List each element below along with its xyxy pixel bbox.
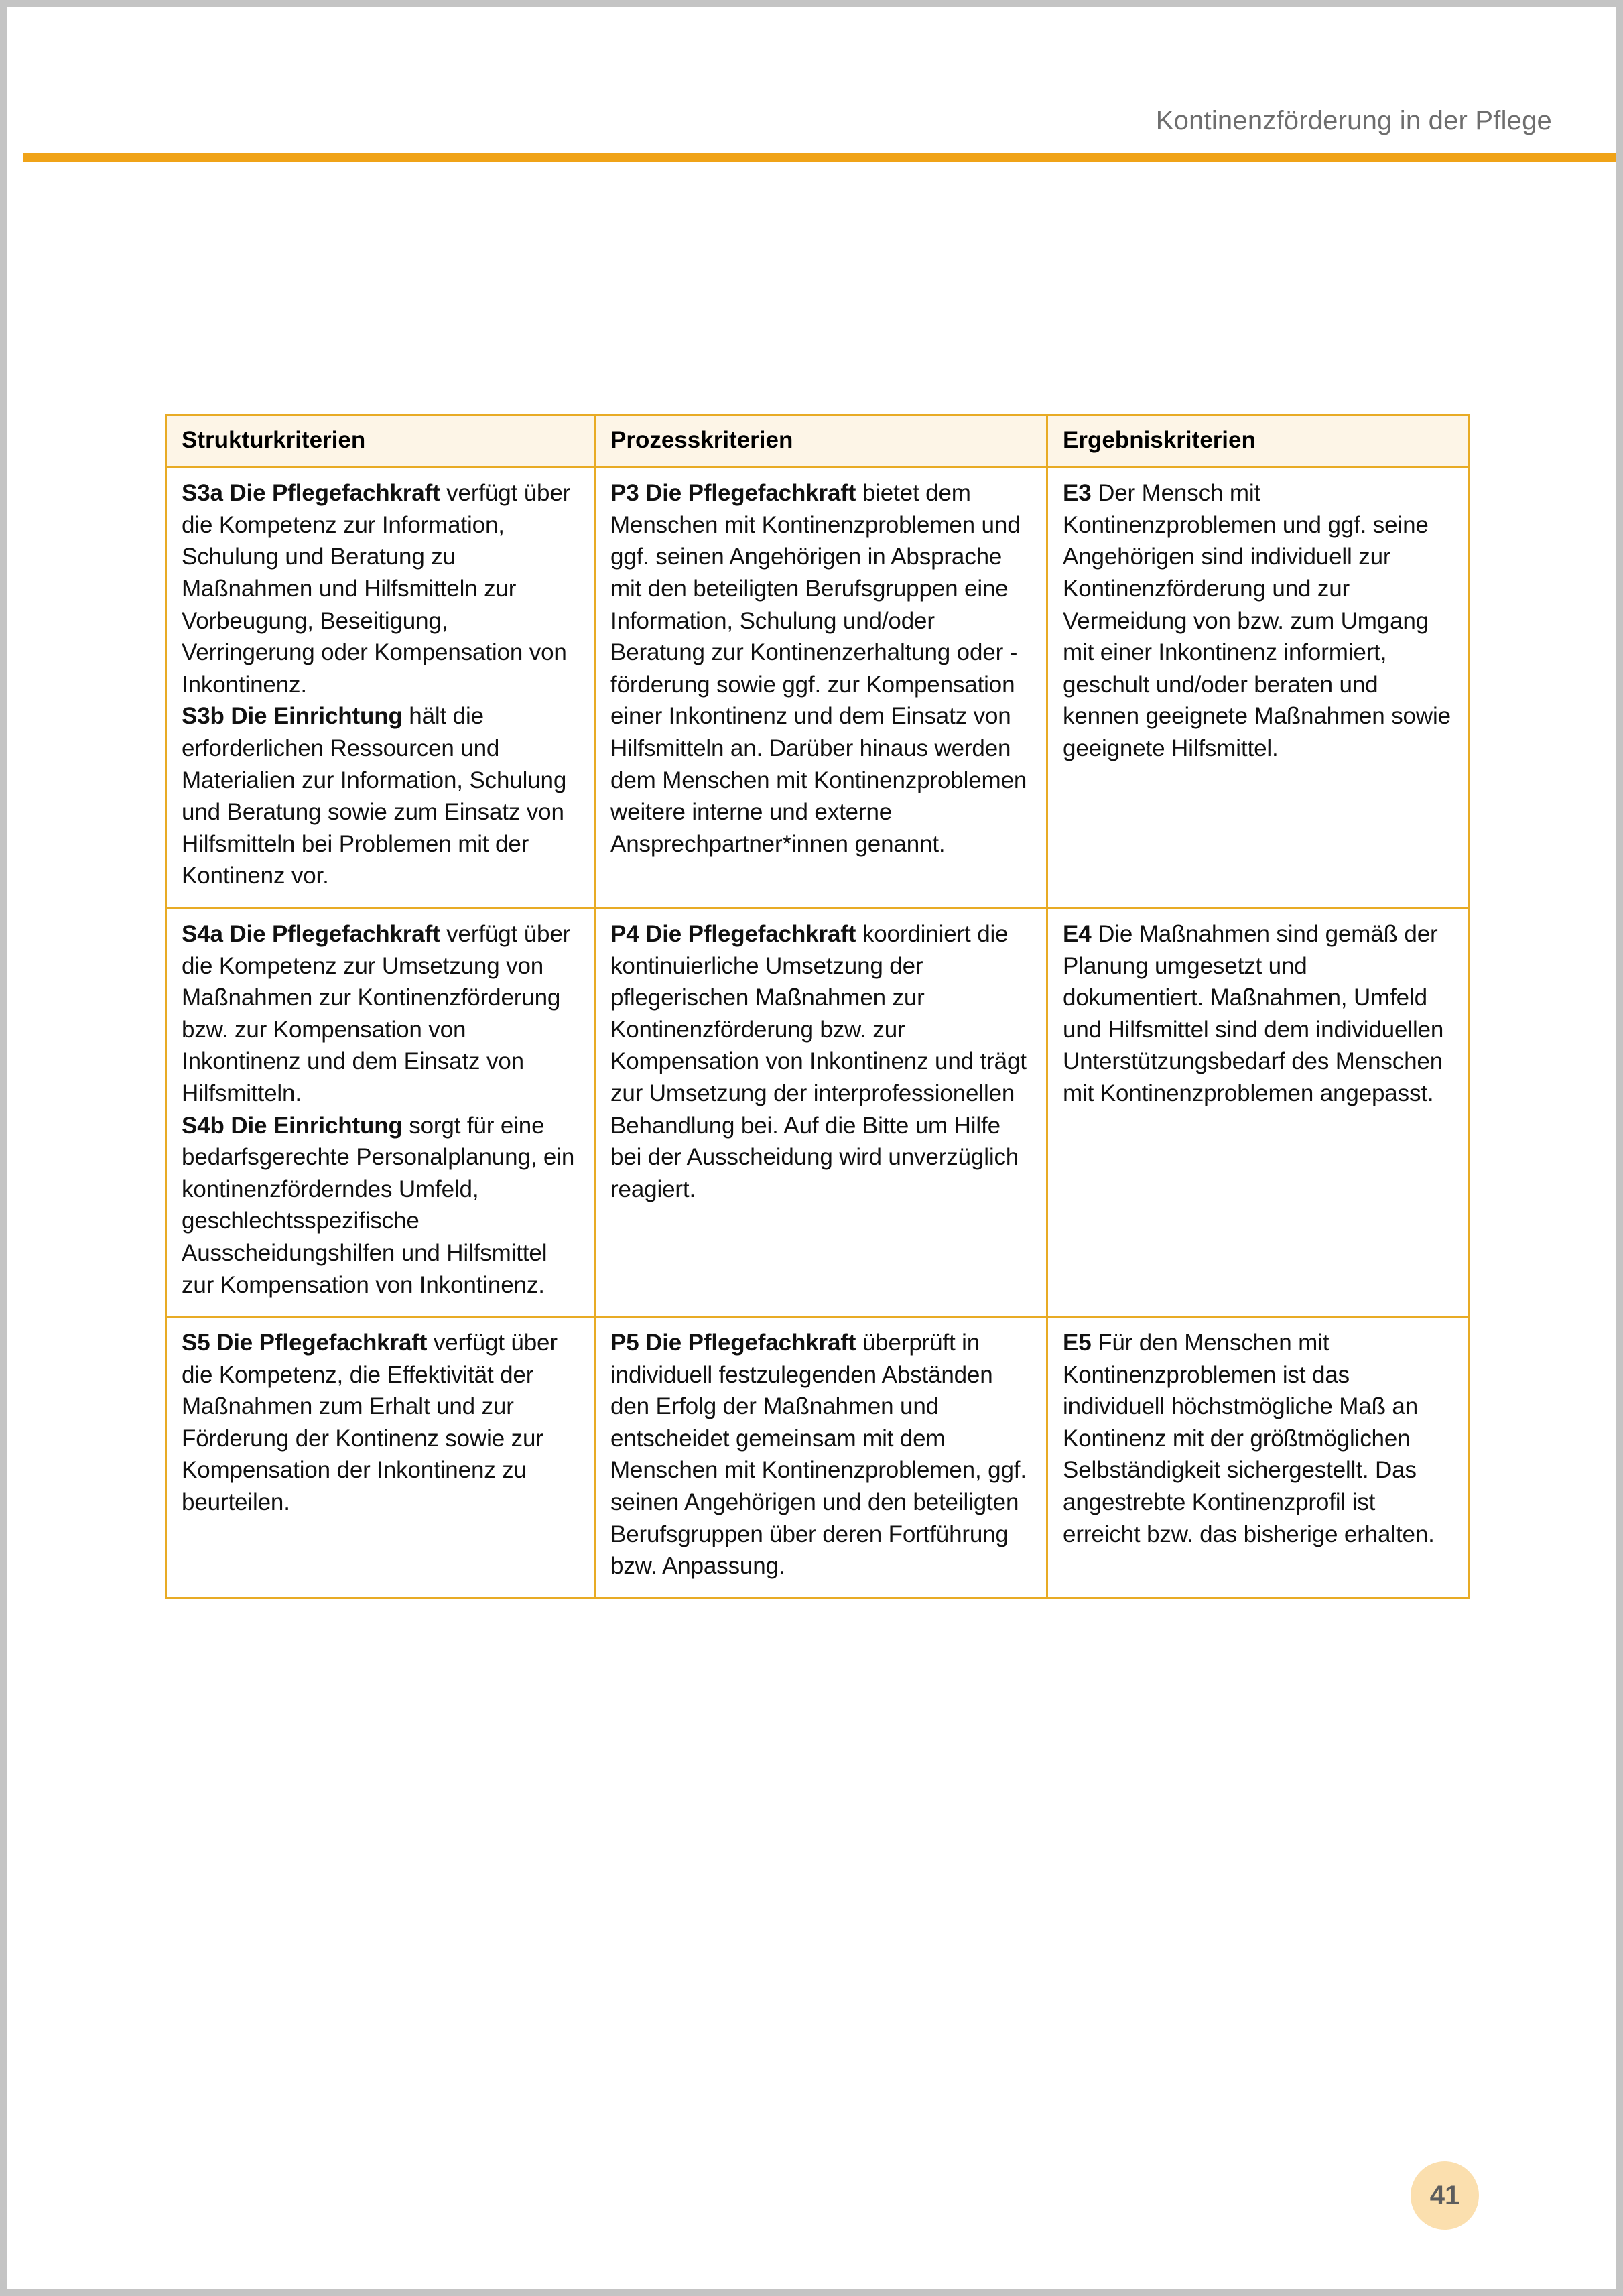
table-cell-prozess [595,907,1047,1316]
criterion [1063,1327,1453,1550]
criterion-text: überprüft in individuell festzulegenden Abständen den Erfolg der Maßnahmen und entscheidet gemeinsam mit dem Menschen mit Kontinenzproblemen, ggf. seinen Angehörigen und den beteiligten Berufsgruppen über deren Fortführung bzw. Anpassung. [610,1330,1027,1580]
criterion-text: Der Mensch mit Kontinenzproblemen und ggf. seine Angehörigen sind individuell zur Kontinenzförderung und zur Vermeidung von bzw. zum Umgang mit einer Inkontinenz informiert, geschult und/oder beraten und kennen geeignete Maßnahmen sowie geeignete Hilfsmittel. [1063,480,1451,761]
criterion [182,700,579,892]
criterion-text: koordiniert die kontinuierliche Umsetzung der pflegerischen Maßnahmen zur Kontinenzförderung bzw. zur Kompensation von Inkontinenz und trägt zur Umsetzung der interprofessionellen Behandlung bei. Auf die Bitte um Hilfe bei der Ausscheidung wird unverzüglich reagiert. [610,920,1027,1202]
criterion [610,477,1031,860]
criteria-table [165,414,1470,1599]
criterion [182,918,579,1110]
criterion-text: bietet dem Menschen mit Kontinenzproblemen und ggf. seinen Angehörigen in Absprache mit den beteiligten Berufsgruppen eine Information, Schulung und/oder Beratung zur Kontinenzerhaltung oder -förderung sowie ggf. zur Kompensation einer Inkontinenz und dem Einsatz von Hilfsmitteln an. Darüber hinaus werden dem Menschen mit Kontinenzproblemen weitere interne und externe Ansprechpartner*innen genannt. [610,480,1027,857]
criterion-code: P5 Die Pflegefachkraft [610,1330,856,1356]
criterion-code: E4 [1063,920,1092,947]
table-row [166,1317,1469,1598]
table-cell-prozess [595,1317,1047,1598]
table-header [166,416,1469,467]
criterion [610,1327,1031,1582]
criterion [182,1110,579,1301]
table-header-row [166,416,1469,467]
criterion-code: P4 Die Pflegefachkraft [610,920,856,947]
criterion [1063,477,1453,764]
column-header-prozess: Prozesskriterien [595,416,1047,467]
table-body [166,467,1469,1598]
table-row [166,467,1469,908]
criterion-code: S4b Die Einrichtung [182,1112,403,1139]
criterion [182,477,579,700]
criterion [1063,918,1453,1110]
table-cell-ergebnis [1047,1317,1469,1598]
criterion-code: S5 Die Pflegefachkraft [182,1330,428,1356]
table-cell-ergebnis [1047,467,1469,908]
column-header-ergebnis: Ergebniskriterien [1047,416,1469,467]
criterion-code: E3 [1063,480,1092,507]
criterion-text: verfügt über die Kompetenz zur Information, Schulung und Beratung zu Maßnahmen und Hilfsmitteln zur Vorbeugung, Beseitigung, Verringerung oder Kompensation von Inkontinenz. [182,480,571,698]
running-head: Kontinenzförderung in der Pflege [1155,106,1552,135]
criterion-text: Die Maßnahmen sind gemäß der Planung umgesetzt und dokumentiert. Maßnahmen, Umfeld und Hilfsmittel sind dem individuellen Unterstützungsbedarf des Menschen mit Kontinenzproblemen angepasst. [1063,920,1444,1106]
criterion-code: S4a Die Pflegefachkraft [182,920,440,947]
table-row [166,907,1469,1316]
criterion-text: verfügt über die Kompetenz, die Effektivität der Maßnahmen zum Erhalt und zur Förderung der Kontinenz sowie zur Kompensation der Inkontinenz zu beurteilen. [182,1330,558,1516]
table-cell-struktur [166,1317,595,1598]
criterion-code: S3b Die Einrichtung [182,703,403,730]
criterion-text: Für den Menschen mit Kontinenzproblemen ist das individuell höchstmögliche Maß an Kontinenz mit der größtmöglichen Selbständigkeit sichergestellt. Das angestrebte Kontinenzprofil ist erreicht bzw. das bisherige erhalten. [1063,1330,1435,1547]
criterion-text: hält die erforderlichen Ressourcen und Materialien zur Information, Schulung und Beratung sowie zum Einsatz von Hilfsmitteln bei Problemen mit der Kontinenz vor. [182,703,567,889]
criterion-text: sorgt für eine bedarfsgerechte Personalplanung, ein kontinenzförderndes Umfeld, geschlechtsspezifische Ausscheidungshilfen und Hilfsmittel zur Kompensation von Inkontinenz. [182,1112,575,1298]
criterion-code: S3a Die Pflegefachkraft [182,480,440,507]
criterion-code: P3 Die Pflegefachkraft [610,480,856,507]
header-rule [23,153,1616,162]
page-number-badge: 41 [1411,2161,1479,2230]
table-cell-struktur [166,467,595,908]
criterion [182,1327,579,1519]
column-header-struktur: Strukturkriterien [166,416,595,467]
criterion-text: verfügt über die Kompetenz zur Umsetzung von Maßnahmen zur Kontinenzförderung bzw. zur Kompensation von Inkontinenz und dem Einsatz von Hilfsmitteln. [182,920,571,1106]
criterion [610,918,1031,1205]
criterion-code: E5 [1063,1330,1092,1356]
table-cell-struktur [166,907,595,1316]
table-cell-prozess [595,467,1047,908]
table-cell-ergebnis [1047,907,1469,1316]
